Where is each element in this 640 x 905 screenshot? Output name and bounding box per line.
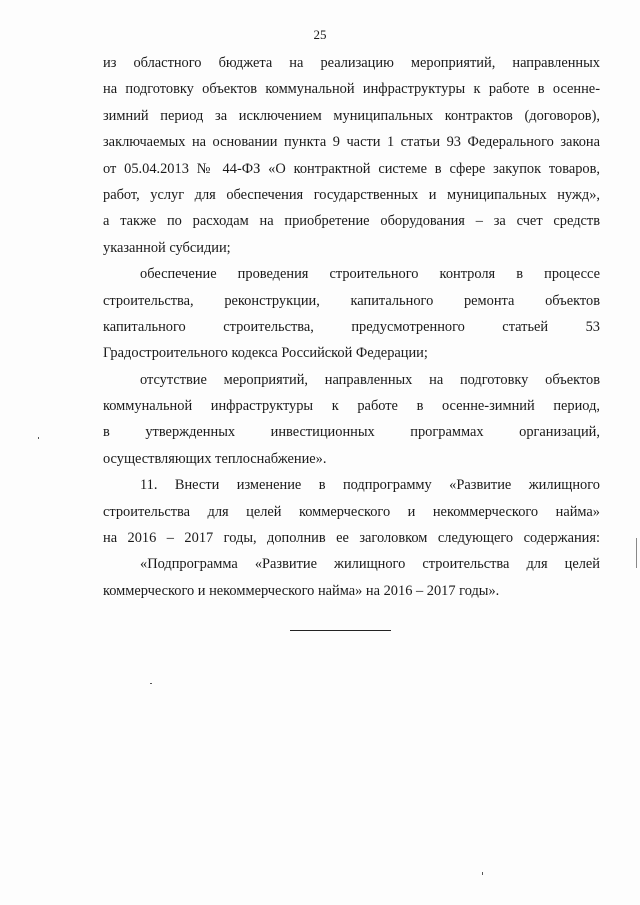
scan-speck bbox=[482, 872, 483, 875]
scan-edge-mark bbox=[636, 538, 637, 568]
text-line: на подготовку объектов коммунальной инфраструктуры к работе в осенне- bbox=[103, 81, 600, 98]
text-line: отсутствие мероприятий, направленных на подготовку объектов bbox=[140, 371, 600, 388]
body-text bbox=[103, 50, 600, 604]
text-line: из областного бюджета на реализацию мероприятий, направленных bbox=[103, 55, 600, 71]
text-line: коммунальной инфраструктуры к работе в осенне-зимний период, bbox=[103, 398, 600, 415]
text-line: на 2016 – 2017 годы, дополнив ее заголовком следующего содержания: bbox=[103, 530, 600, 547]
text-line: капитального строительства, предусмотренного статьей 53 bbox=[103, 318, 600, 335]
text-line: осуществляющих теплоснабжение». bbox=[103, 450, 327, 467]
text-line: от 05.04.2013 № 44-ФЗ «О контрактной системе в сфере закупок товаров, bbox=[103, 160, 600, 177]
text-line: коммерческого и некоммерческого найма» на 2016 – 2017 годы». bbox=[103, 582, 500, 599]
text-line: 11. Внести изменение в подпрограмму «Развитие жилищного bbox=[140, 477, 600, 494]
text-line: зимний период за исключением муниципальных контрактов (договоров), bbox=[103, 107, 600, 124]
text-line: строительства для целей коммерческого и некоммерческого найма» bbox=[103, 503, 600, 520]
text-line: «Подпрограмма «Развитие жилищного строительства для целей bbox=[140, 556, 600, 573]
text-line: заключаемых на основании пункта 9 части 1 статьи 93 Федерального закона bbox=[103, 134, 600, 151]
text-line: в утвержденных инвестиционных программах организаций, bbox=[103, 424, 600, 441]
scan-speck bbox=[150, 683, 152, 684]
text-line: обеспечение проведения строительного контроля в процессе bbox=[140, 266, 600, 283]
text-line: Градостроительного кодекса Российской Федерации; bbox=[103, 345, 428, 362]
text-line: а также по расходам на приобретение оборудования – за счет средств bbox=[103, 213, 600, 230]
text-line: указанной субсидии; bbox=[103, 239, 231, 256]
text-line: строительства, реконструкции, капитального ремонта объектов bbox=[103, 292, 600, 309]
page-number: 25 bbox=[313, 27, 327, 42]
end-divider bbox=[290, 630, 391, 631]
text-line: работ, услуг для обеспечения государственных и муниципальных нужд», bbox=[103, 186, 600, 203]
scan-speck bbox=[38, 437, 39, 439]
